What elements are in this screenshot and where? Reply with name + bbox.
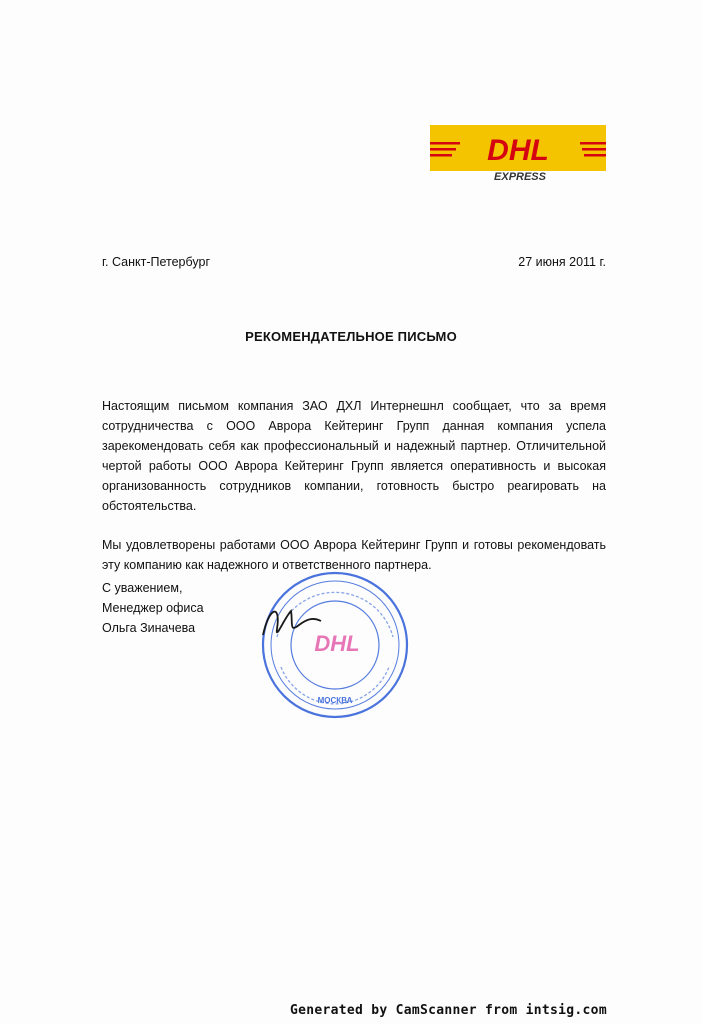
signature-block	[102, 578, 204, 638]
seal-city: МОСКВА	[317, 696, 353, 705]
sender-city: г. Санкт-Петербург	[102, 255, 211, 269]
company-seal	[255, 567, 410, 722]
signer-name: Ольга Зиначева	[102, 621, 196, 635]
signer-position: Менеджер офиса	[102, 601, 204, 615]
logo-tagline: EXPRESS	[494, 171, 546, 183]
closing-line: С уважением,	[102, 581, 183, 595]
letter-paragraph: Мы удовлетворены работами ООО Аврора Кейтеринг Групп и готовы рекомендовать эту компанию как надежного и ответственного партнера.	[102, 538, 606, 572]
handwritten-signature	[263, 611, 321, 635]
dhl-express-logo	[430, 125, 606, 183]
seal-logo: DHL	[314, 631, 360, 656]
scanner-footer: Generated by CamScanner from intsig.com	[290, 1003, 607, 1018]
logo-wordmark: DHL	[487, 134, 549, 167]
letter-title: РЕКОМЕНДАТЕЛЬНОЕ ПИСЬМО	[245, 329, 457, 344]
letter-date: 27 июня 2011 г.	[518, 255, 606, 269]
letter-paragraph: Настоящим письмом компания ЗАО ДХЛ Интернешнл сообщает, что за время сотрудничества с ООО Аврора Кейтеринг Групп данная компания успела зарекомендовать себя как профессиональный и надежный партнер. Отличительной чертой работы ООО Аврора Кейтеринг Групп является оперативность и высокая организованность сотрудников компании, готовность быстро реагировать на обстоятельства.	[102, 399, 606, 513]
letter-body	[102, 396, 606, 594]
